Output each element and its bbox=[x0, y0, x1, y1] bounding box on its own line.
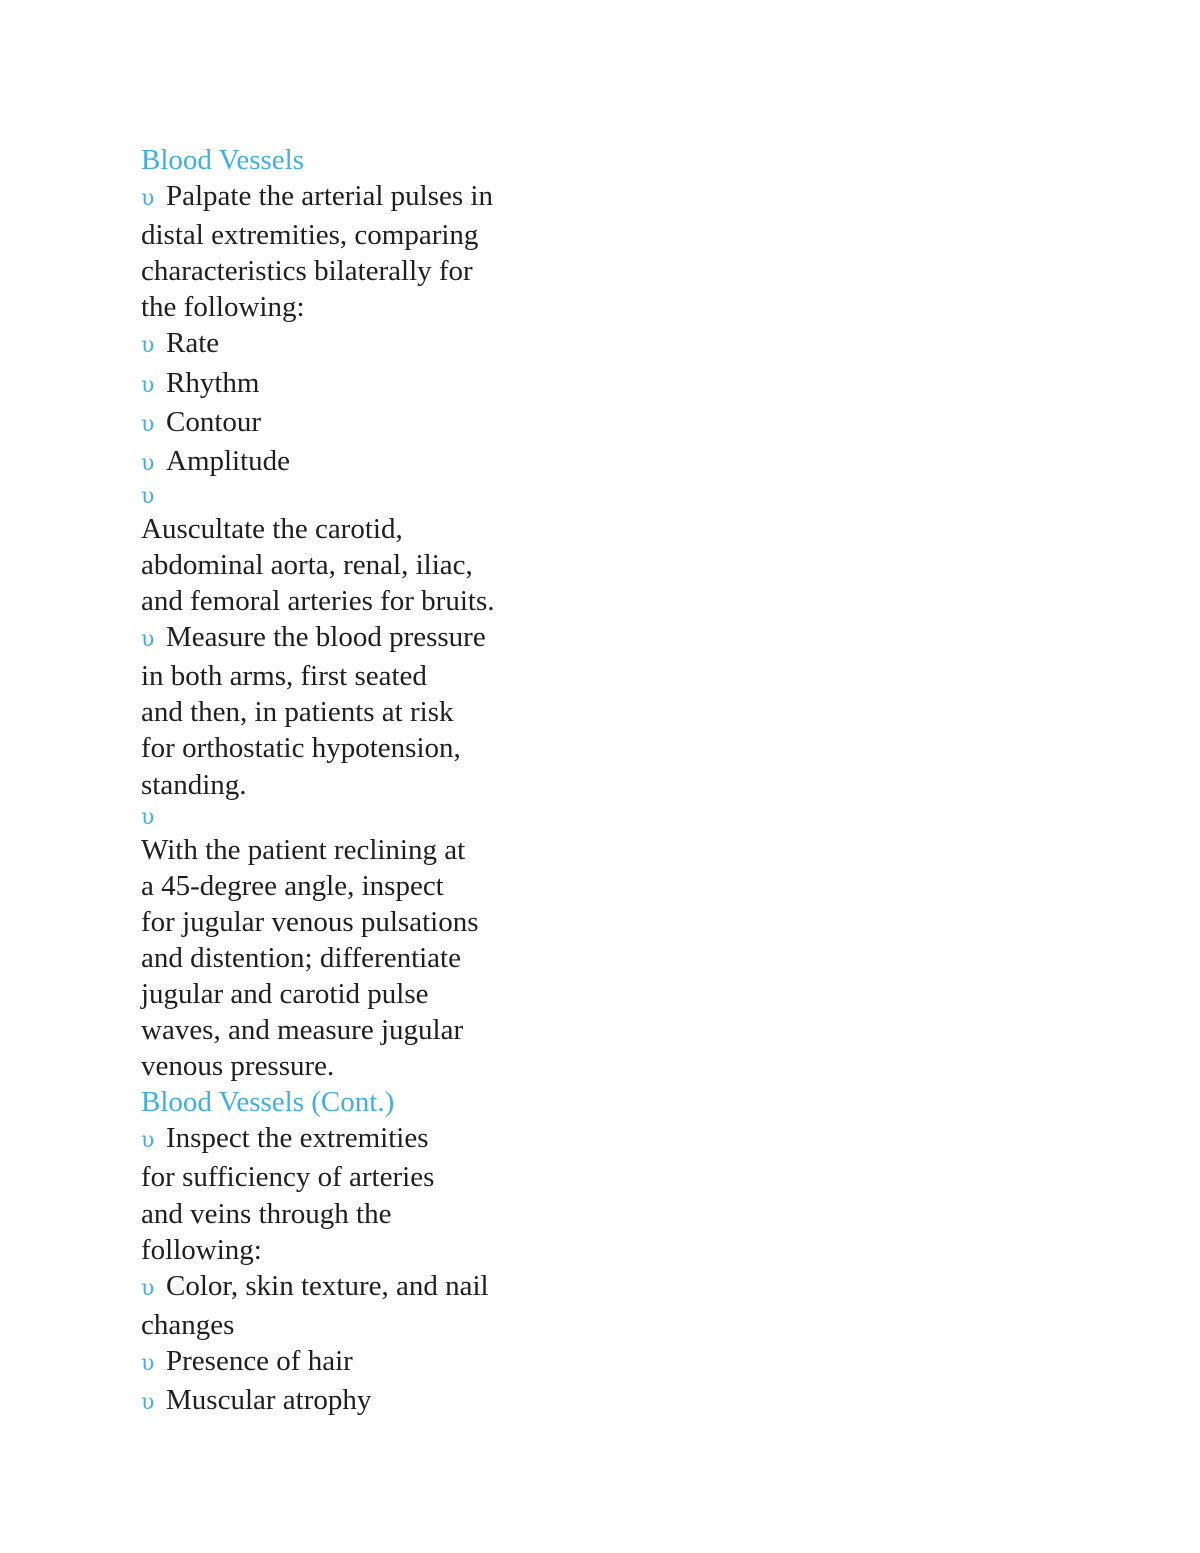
bullet-icon: υ bbox=[141, 450, 155, 476]
list-item-text: With the patient reclining at bbox=[141, 833, 466, 866]
section-heading: Blood Vessels bbox=[141, 144, 305, 176]
bullet-icon: υ bbox=[141, 411, 155, 437]
list-item: υ Palpate the arterial pulses in bbox=[141, 178, 561, 217]
document-page bbox=[141, 142, 561, 1421]
list-item-text: venous pressure. bbox=[141, 1050, 335, 1083]
bullet-icon: υ bbox=[141, 1350, 155, 1376]
bullet-icon: υ bbox=[141, 372, 155, 398]
list-item-text: in both arms, first seated bbox=[141, 660, 427, 693]
list-item-text: and distention; differentiate bbox=[141, 941, 461, 974]
list-item-text: and then, in patients at risk bbox=[141, 696, 454, 729]
list-item: υ Measure the blood pressure bbox=[141, 619, 561, 658]
sub-list-item: υ Color, skin texture, and nail bbox=[141, 1268, 561, 1307]
list-item-text: Auscultate the carotid, bbox=[141, 512, 403, 545]
bullet-icon: υ bbox=[141, 1128, 155, 1154]
list-item: υ Inspect the extremities bbox=[141, 1120, 561, 1159]
list-item-text: the following: bbox=[141, 291, 305, 324]
list-item-text: and veins through the bbox=[141, 1197, 392, 1230]
list-item-text: for orthostatic hypotension, bbox=[141, 732, 461, 765]
bullet-icon: υ bbox=[141, 333, 155, 359]
bullet-icon: υ bbox=[141, 627, 155, 653]
bullet-icon: υ bbox=[141, 483, 155, 509]
list-item-text: standing. bbox=[141, 768, 247, 801]
list-item-text: abdominal aorta, renal, iliac, bbox=[141, 548, 473, 581]
sub-list-item: υ Rhythm bbox=[141, 365, 561, 404]
sub-list-item: υ Presence of hair bbox=[141, 1343, 561, 1382]
bullet-icon: υ bbox=[141, 1390, 155, 1415]
list-item-text: jugular and carotid pulse bbox=[141, 977, 429, 1010]
sub-list-item: υ Contour bbox=[141, 404, 561, 443]
list-item-text: following: bbox=[141, 1233, 262, 1266]
list-item-text: and femoral arteries for bruits. bbox=[141, 585, 495, 618]
list-item-text: characteristics bilaterally for bbox=[141, 255, 473, 288]
sub-list-item: υ Amplitude bbox=[141, 443, 561, 482]
list-item-text: for sufficiency of arteries bbox=[141, 1161, 435, 1194]
sub-list-item: υ Rate bbox=[141, 325, 561, 364]
sub-list-item: υ Muscular atrophy bbox=[141, 1382, 561, 1421]
bullet-icon: υ bbox=[141, 1275, 155, 1301]
list-item-text: distal extremities, comparing bbox=[141, 219, 479, 252]
section-heading: Blood Vessels (Cont.) bbox=[141, 1086, 395, 1119]
bullet-icon: υ bbox=[141, 186, 155, 212]
list-item-text: waves, and measure jugular bbox=[141, 1014, 464, 1047]
bullet-icon: υ bbox=[141, 804, 155, 830]
list-item-text: changes bbox=[141, 1308, 235, 1341]
list-item-text: a 45-degree angle, inspect bbox=[141, 869, 444, 902]
list-item-text: for jugular venous pulsations bbox=[141, 905, 479, 938]
